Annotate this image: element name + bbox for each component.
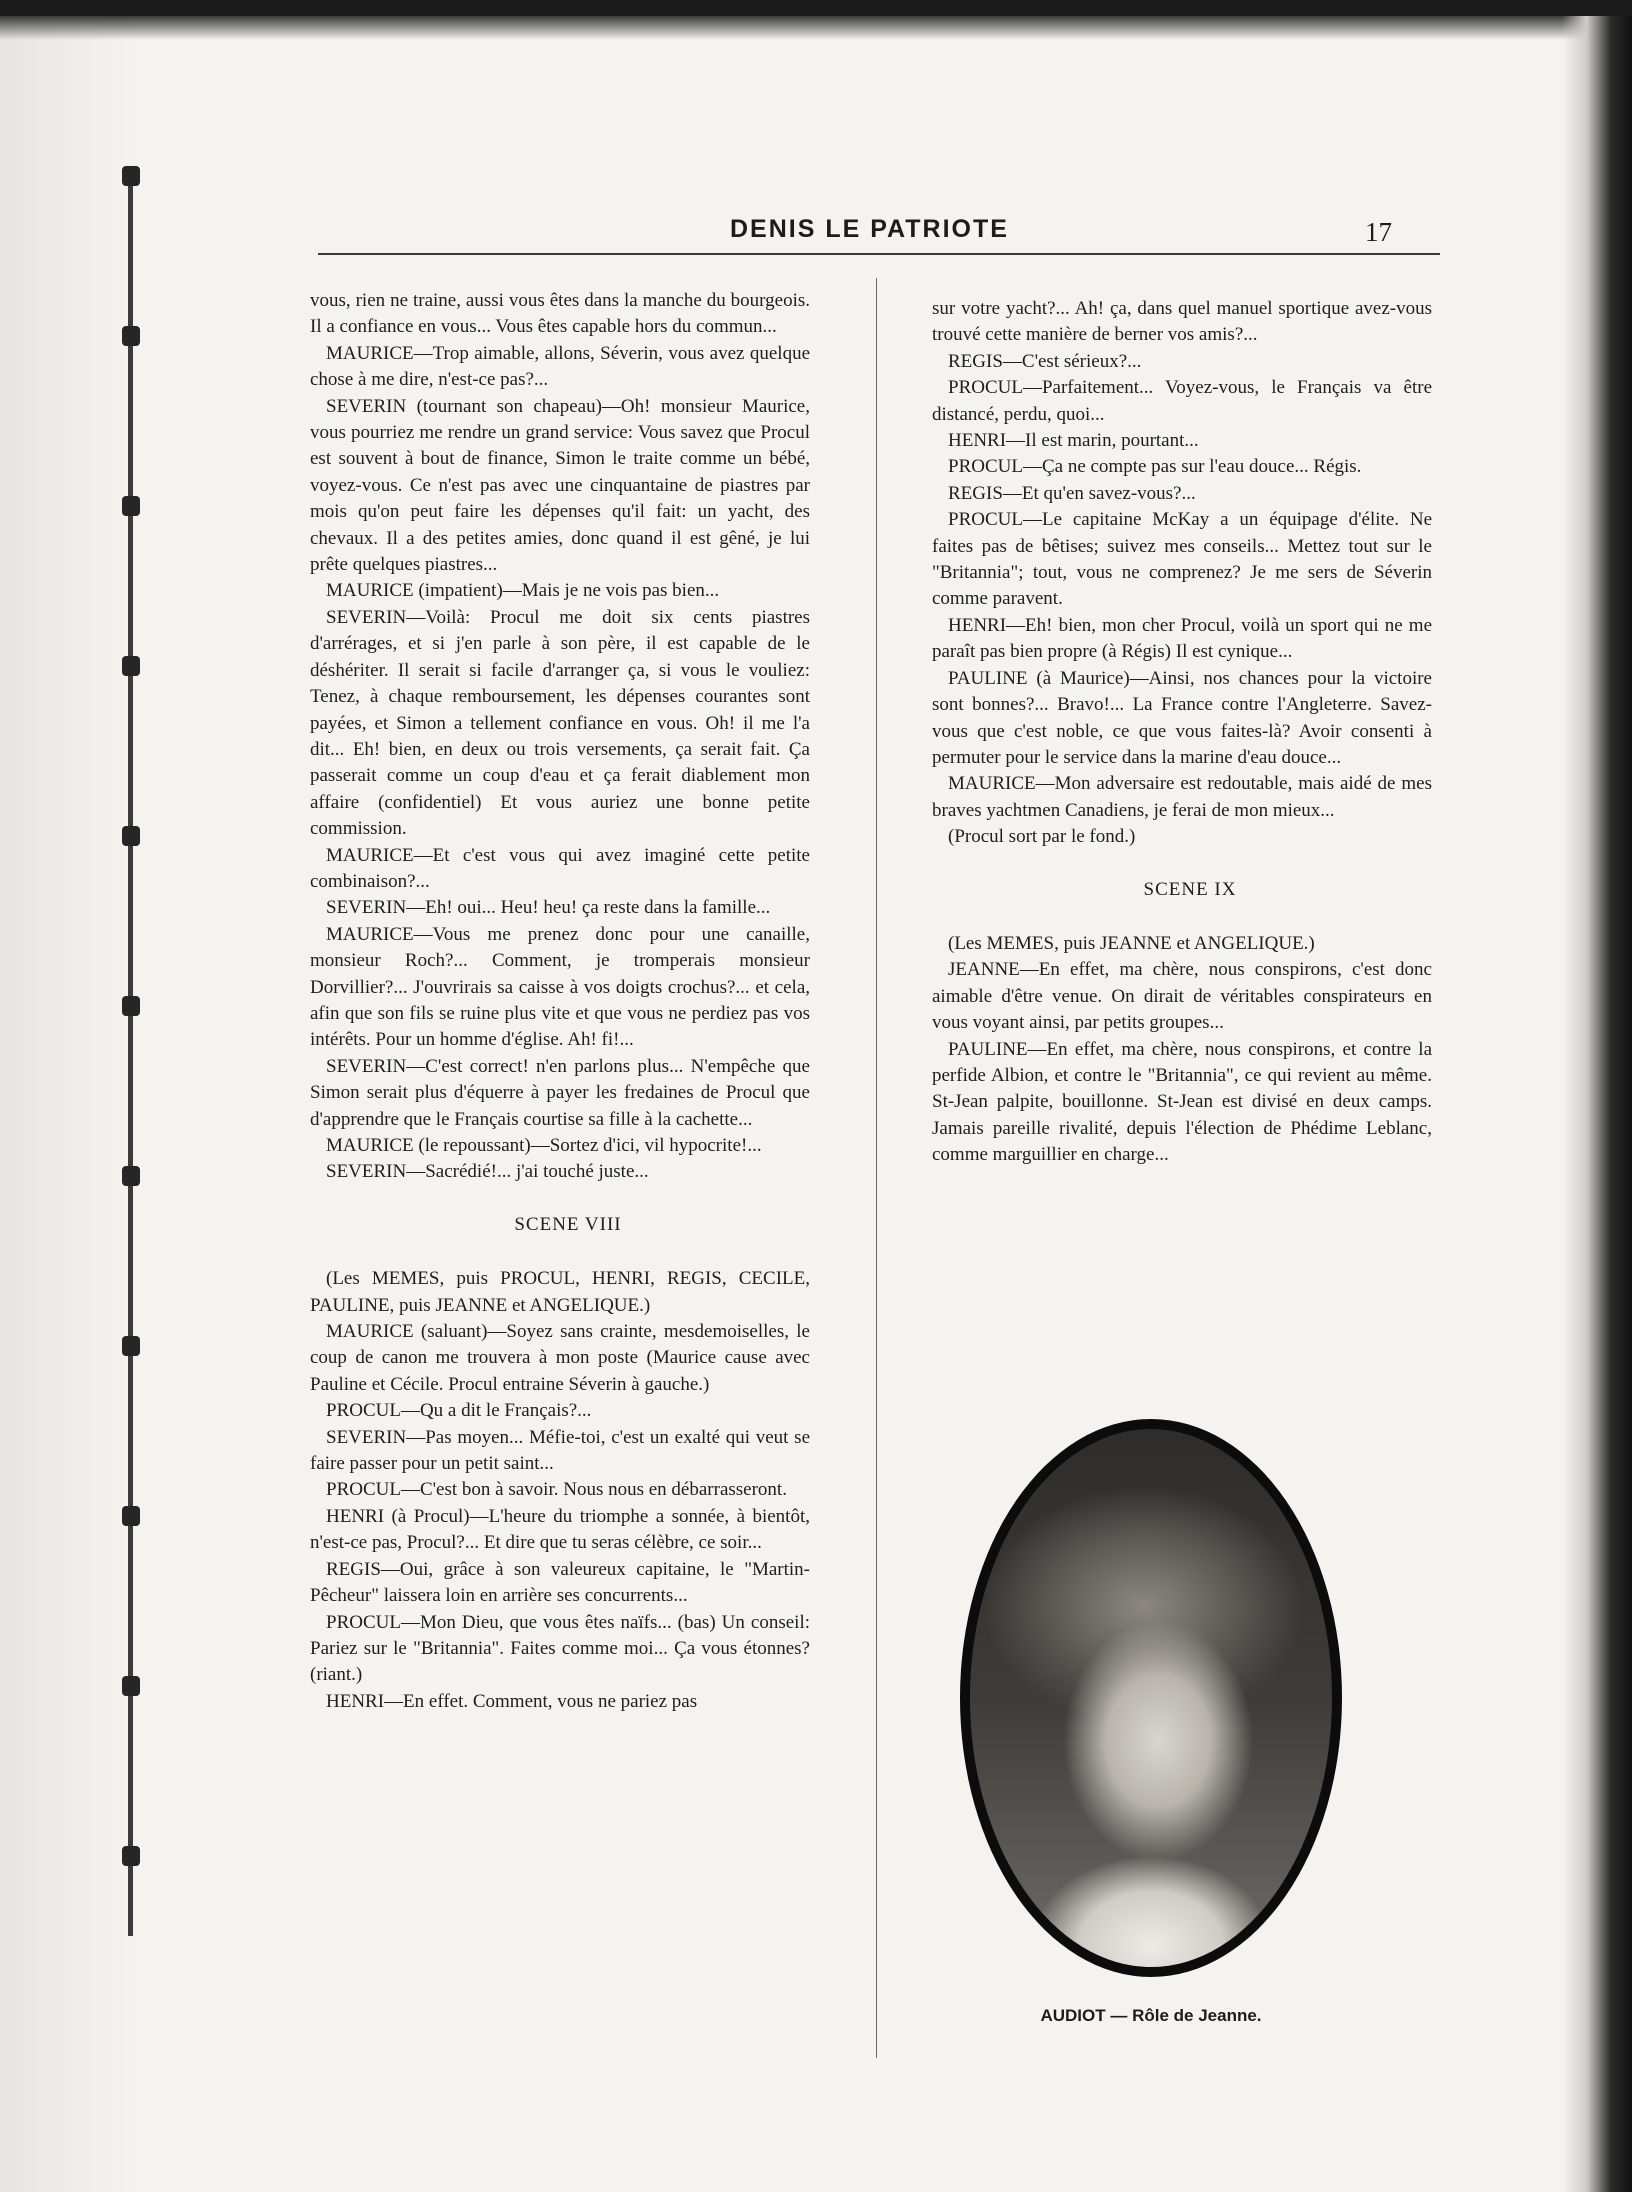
- paragraph: PAULINE—En effet, ma chère, nous conspirons, et contre la perfide Albion, et contre le "Britannia", ce qui revient au même. St-Jean palpite, bouillonne. St-Jean est divisé en deux camps. Jamais pareille rivalité, depuis l'élection de Phédime Leblanc, comme marguillier en charge...: [932, 1038, 1432, 1166]
- paragraph: SEVERIN—Pas moyen... Méfie-toi, c'est un exalté qui veut se faire passer pour un petit saint...: [310, 1426, 810, 1475]
- paragraph: PROCUL—C'est bon à savoir. Nous nous en débarrasseront.: [326, 1479, 787, 1501]
- paragraph: PROCUL—Le capitaine McKay a un équipage d'élite. Ne faites pas de bêtises; suivez mes conseils... Mettez tout sur le "Britannia"; tout, vous ne comprenez? Je me sers de Séverin comme paravent.: [932, 509, 1432, 610]
- portrait-caption: AUDIOT — Rôle de Jeanne.: [1040, 2006, 1262, 2025]
- stitch-knot: [122, 1676, 140, 1696]
- paragraph: PROCUL—Parfaitement... Voyez-vous, le Français va être distancé, perdu, quoi...: [932, 377, 1432, 425]
- paragraph: HENRI—Il est marin, pourtant...: [948, 430, 1199, 452]
- paragraph: HENRI—En effet. Comment, vous ne pariez pas: [326, 1690, 698, 1712]
- paragraph: SEVERIN—Sacrédié!... j'ai touché juste...: [326, 1161, 649, 1183]
- paragraph: PROCUL—Mon Dieu, que vous êtes naïfs... (bas) Un conseil: Pariez sur le "Britannia". Faites comme moi... Ça vous étonnes? (riant.): [310, 1611, 810, 1686]
- paragraph: PROCUL—Ça ne compte pas sur l'eau douce... Régis.: [948, 456, 1362, 478]
- column-divider: [876, 278, 877, 2058]
- portrait-image: [970, 1429, 1332, 1967]
- paragraph: PROCUL—Qu a dit le Français?...: [326, 1400, 592, 1422]
- stitch-knot: [122, 496, 140, 516]
- paragraph: sur votre yacht?... Ah! ça, dans quel manuel sportique avez-vous trouvé cette manière de berner vos amis?...: [932, 298, 1432, 346]
- page-number: 17: [1365, 217, 1392, 247]
- running-title: DENIS LE PATRIOTE: [730, 215, 1009, 243]
- stitch-knot: [122, 166, 140, 186]
- paragraph: SEVERIN—C'est correct! n'en parlons plus... N'empêche que Simon serait plus d'équerre à payer les fredaines de Procul que d'apprendre que le Français courtise sa fille à la cachette...: [310, 1055, 810, 1130]
- stitch-knot: [122, 326, 140, 346]
- stitch-knot: [122, 1336, 140, 1356]
- paragraph: MAURICE (impatient)—Mais je ne vois pas bien...: [326, 580, 720, 602]
- stage-direction: (Procul sort par le fond.): [948, 826, 1136, 848]
- left-column: [310, 288, 810, 1715]
- stitch-knot: [122, 1846, 140, 1866]
- page-right-edge-shadow: [1562, 16, 1632, 2192]
- header-rule: [318, 253, 1440, 255]
- paragraph: SEVERIN (tournant son chapeau)—Oh! monsieur Maurice, vous pourriez me rendre un grand service: Vous savez que Procul est souvent à bout de finance, Simon le traite comme un bébé, voyez-vous. Ce n'est pas avec une cinquantaine de piastres par mois qu'on peut faire les dépenses qu'il fait: un yacht, des chevaux. Il a des petites amies, donc quand il est gêné, je lui prête quelques piastres...: [310, 395, 810, 576]
- paragraph: REGIS—Et qu'en savez-vous?...: [948, 482, 1196, 504]
- paragraph: HENRI—Eh! bien, mon cher Procul, voilà un sport qui ne me paraît pas bien propre (à Régis) Il est cynique...: [932, 614, 1432, 663]
- paragraph: PAULINE (à Maurice)—Ainsi, nos chances pour la victoire sont bonnes?... Bravo!... La France contre l'Angleterre. Savez-vous que c'est noble, ce que vous faites-là? Avoir consenti à permuter pour le service dans la marine d'eau douce...: [932, 667, 1432, 768]
- stitch-knot: [122, 1506, 140, 1526]
- paragraph: MAURICE—Trop aimable, allons, Séverin, vous avez quelque chose à me dire, n'est-ce pas?...: [310, 342, 810, 391]
- right-column: [932, 296, 1432, 1169]
- paragraph: MAURICE—Et c'est vous qui avez imaginé cette petite combinaison?...: [310, 844, 810, 892]
- stitch-knot: [122, 826, 140, 846]
- page-header: [0, 201, 1632, 261]
- paragraph: SEVERIN—Eh! oui... Heu! heu! ça reste dans la famille...: [326, 897, 771, 919]
- paragraph: MAURICE—Vous me prenez donc pour une canaille, monsieur Roch?... Comment, je tromperais monsieur Dorvillier?... J'ouvrirais sa caisse à vos doigts crochus?... et cela, afin que son fils se ruine plus vite et que vous ne perdiez pas vos intérêts. Pour un homme d'église. Ah! fi!...: [310, 923, 810, 1051]
- scene-ix-heading: SCENE IX: [1143, 878, 1237, 900]
- binding-stitches: [92, 166, 172, 1946]
- paragraph: JEANNE—En effet, ma chère, nous conspirons, c'est donc aimable d'être venue. On dirait de véritables conspirateurs en vous voyant ainsi, par petits groupes...: [932, 959, 1432, 1034]
- binding-thread: [128, 176, 133, 1936]
- paragraph: MAURICE (saluant)—Soyez sans crainte, mesdemoiselles, le coup de canon me trouvera à mon poste (Maurice cause avec Pauline et Cécile. Procul entraine Séverin à gauche.): [310, 1321, 810, 1395]
- scene-viii-heading: SCENE VIII: [514, 1213, 622, 1235]
- page-top-shadow: [0, 16, 1632, 40]
- paragraph: vous, rien ne traine, aussi vous êtes dans la manche du bourgeois. Il a confiance en vous... Vous êtes capable hors du commun...: [310, 290, 810, 338]
- paragraph: MAURICE (le repoussant)—Sortez d'ici, vil hypocrite!...: [326, 1135, 762, 1156]
- stage-direction: (Les MEMES, puis PROCUL, HENRI, REGIS, CECILE, PAULINE, puis JEANNE et ANGELIQUE.): [310, 1268, 810, 1316]
- paragraph: REGIS—Oui, grâce à son valeureux capitaine, le "Martin-Pêcheur" laissera loin en arrière ses concurrents...: [310, 1558, 810, 1607]
- stitch-knot: [122, 656, 140, 676]
- paragraph: HENRI (à Procul)—L'heure du triomphe a sonnée, à bientôt, n'est-ce pas, Procul?... Et dire que tu seras célèbre, ce soir...: [310, 1505, 810, 1554]
- stage-direction: (Les MEMES, puis JEANNE et ANGELIQUE.): [948, 932, 1315, 954]
- portrait-photo: [960, 1419, 1342, 1977]
- book-page: [0, 16, 1632, 2192]
- stitch-knot: [122, 996, 140, 1016]
- stitch-knot: [122, 1166, 140, 1186]
- paragraph: MAURICE—Mon adversaire est redoutable, mais aidé de mes braves yachtmen Canadiens, je ferai de mon mieux...: [932, 773, 1432, 821]
- paragraph: SEVERIN—Voilà: Procul me doit six cents piastres d'arrérages, et si j'en parle à son père, il est capable de le déshériter. Il serait si facile d'arranger ça, si vous le vouliez: Tenez, à chaque remboursement, les dépenses courantes sont payées, et Simon a tellement confiance en vous. Oh! il me l'a dit... Eh! bien, en deux ou trois versements, ça serait fait. Ça passerait comme un coup d'eau et ça ferait diablement mon affaire (confidentiel) Et vous auriez une bonne petite commission.: [310, 606, 810, 840]
- paragraph: REGIS—C'est sérieux?...: [948, 350, 1142, 372]
